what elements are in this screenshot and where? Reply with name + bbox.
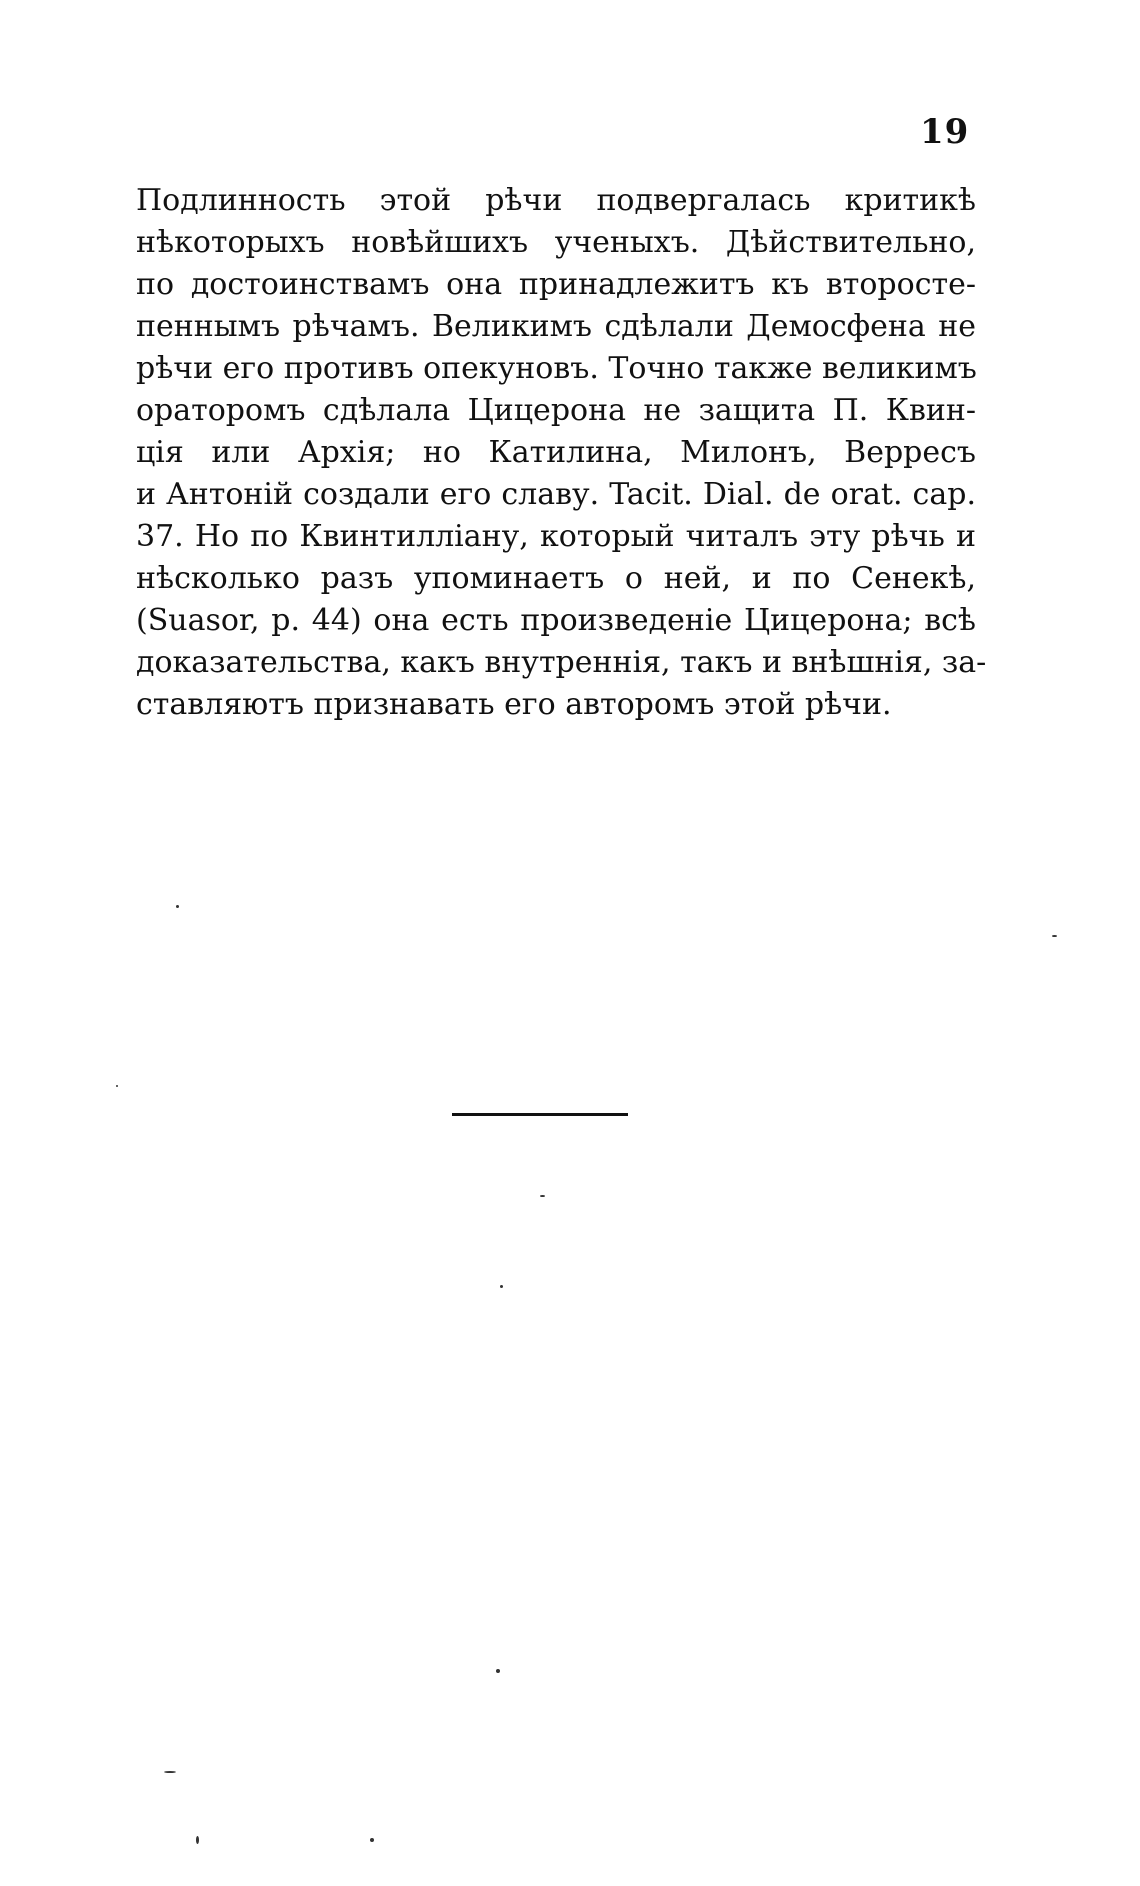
text-line: по достоинствамъ она принадлежитъ къ второсте- — [136, 267, 976, 302]
body-paragraph — [136, 180, 987, 726]
scan-speck — [176, 905, 179, 908]
text-line: Подлинность этой рѣчи подвергалась критикѣ — [136, 183, 976, 218]
text-line: и Антоній создали его славу. Tacit. Dial. de orat. cap. — [136, 477, 976, 512]
text-line: доказательства, какъ внутреннія, такъ и внѣшнія, за- — [136, 645, 987, 680]
section-divider — [452, 1113, 628, 1116]
text-line: 37. Но по Квинтилліану, который читалъ эту рѣчь и — [136, 519, 976, 554]
page-number: 19 — [920, 112, 970, 152]
scan-speck — [500, 1285, 503, 1288]
text-line: ція или Архія; но Катилина, Милонъ, Верресъ — [136, 435, 976, 470]
scan-speck — [1052, 935, 1057, 937]
text-line: нѣкоторыхъ новѣйшихъ ученыхъ. Дѣйствительно, — [136, 225, 976, 260]
text-line: пеннымъ рѣчамъ. Великимъ сдѣлали Демосфена не — [136, 309, 976, 344]
text-line: (Suasor, p. 44) она есть произведеніе Цицерона; всѣ — [136, 603, 976, 638]
text-line: ставляютъ признавать его авторомъ этой рѣчи. — [136, 687, 892, 722]
scan-speck — [164, 1771, 176, 1773]
text-line: нѣсколько разъ упоминаетъ о ней, и по Сенекѣ, — [136, 561, 976, 596]
scan-speck — [196, 1836, 199, 1844]
scan-speck — [540, 1195, 545, 1197]
scan-speck — [370, 1838, 374, 1842]
text-line: рѣчи его противъ опекуновъ. Точно также великимъ — [136, 351, 977, 386]
scan-speck — [496, 1669, 500, 1673]
scan-speck — [116, 1085, 118, 1087]
text-line: ораторомъ сдѣлала Цицерона не защита П. Квин- — [136, 393, 976, 428]
